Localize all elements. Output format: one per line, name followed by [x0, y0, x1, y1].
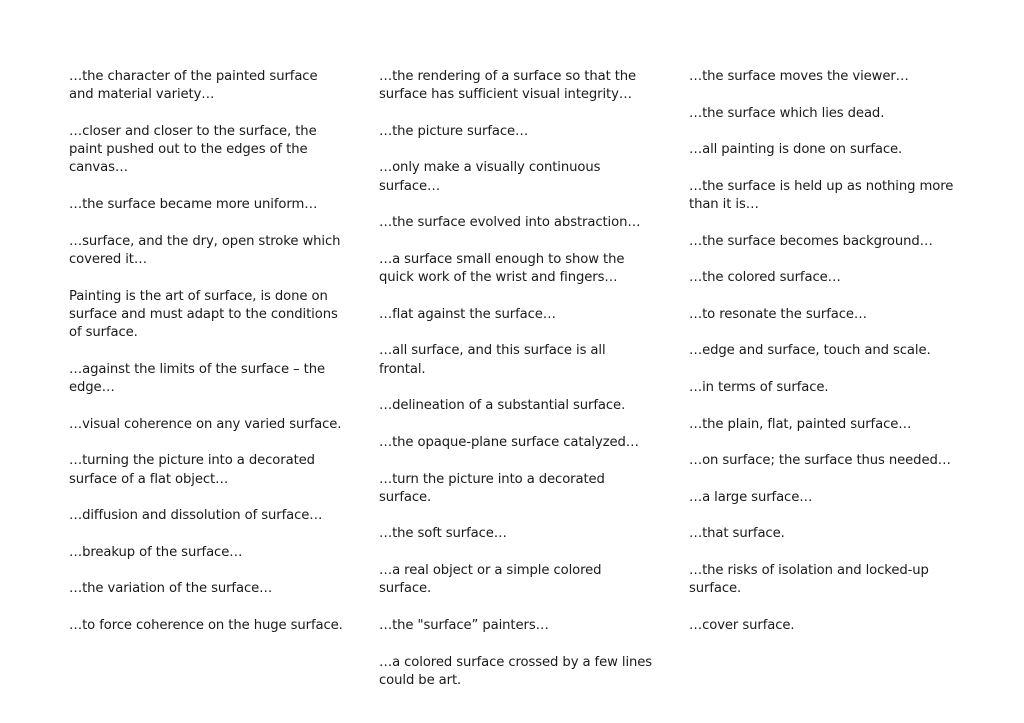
- phrase: …turn the picture into a decorated surface.: [379, 471, 605, 505]
- text-column-1: [69, 68, 344, 654]
- phrase: …closer and closer to the surface, the paint pushed out to the edges of the canvas…: [69, 123, 317, 176]
- phrase: …diffusion and dissolution of surface…: [69, 508, 323, 524]
- phrase: …the colored surface…: [689, 270, 841, 286]
- phrase: …the surface which lies dead.: [689, 105, 885, 121]
- phrase: …a surface small enough to show the quick work of the wrist and fingers…: [379, 251, 625, 286]
- phrase: …the opaque-plane surface catalyzed…: [379, 434, 639, 450]
- phrase: …the "surface” painters…: [379, 617, 549, 633]
- phrase: …the surface became more uniform…: [69, 197, 318, 213]
- phrase: …that surface.: [689, 526, 785, 542]
- phrase: …all surface, and this surface is all frontal.: [379, 343, 606, 377]
- text-column-2: [379, 68, 654, 708]
- phrase: …the surface moves the viewer…: [689, 69, 909, 84]
- phrase: …the picture surface…: [379, 123, 529, 139]
- phrase: …the plain, flat, painted surface…: [689, 416, 912, 432]
- phrase: …to force coherence on the huge surface.: [69, 617, 343, 633]
- phrase: …only make a visually continuous surface…: [379, 160, 601, 194]
- phrase: …a real object or a simple colored surface.: [379, 563, 602, 597]
- text-column-3: [689, 68, 964, 654]
- phrase: …the surface is held up as nothing more than it is…: [689, 178, 954, 213]
- phrase: Painting is the art of surface, is done on surface and must adapt to the conditions of surface.: [69, 288, 338, 341]
- phrase: …the surface becomes background…: [689, 233, 933, 249]
- phrase: …a large surface…: [689, 489, 813, 505]
- phrase: …all painting is done on surface.: [689, 142, 903, 158]
- phrase: …against the limits of the surface – the edge…: [69, 361, 325, 396]
- phrase: …surface, and the dry, open stroke which covered it…: [69, 233, 341, 267]
- phrase: …the risks of isolation and locked-up surface.: [689, 563, 929, 597]
- phrase: …delineation of a substantial surface.: [379, 398, 626, 414]
- phrase: …in terms of surface.: [689, 380, 829, 396]
- phrase: …the rendering of a surface so that the surface has sufficient visual integrity…: [379, 69, 637, 103]
- phrase: …visual coherence on any varied surface.: [69, 416, 342, 432]
- phrase: …turning the picture into a decorated surface of a flat object…: [69, 453, 315, 487]
- phrase: …a colored surface crossed by a few lines could be art.: [379, 654, 653, 688]
- phrase: …the surface evolved into abstraction…: [379, 215, 641, 231]
- phrase: …breakup of the surface…: [69, 544, 243, 560]
- phrase: …the soft surface…: [379, 526, 507, 542]
- phrase: …the variation of the surface…: [69, 581, 273, 597]
- phrase: …to resonate the surface…: [689, 306, 867, 322]
- phrase: …edge and surface, touch and scale.: [689, 343, 931, 359]
- phrase: …flat against the surface…: [379, 306, 556, 322]
- phrase: …cover surface.: [689, 617, 795, 633]
- phrase: …on surface; the surface thus needed…: [689, 453, 951, 469]
- phrase: …the character of the painted surface and material variety…: [69, 69, 318, 103]
